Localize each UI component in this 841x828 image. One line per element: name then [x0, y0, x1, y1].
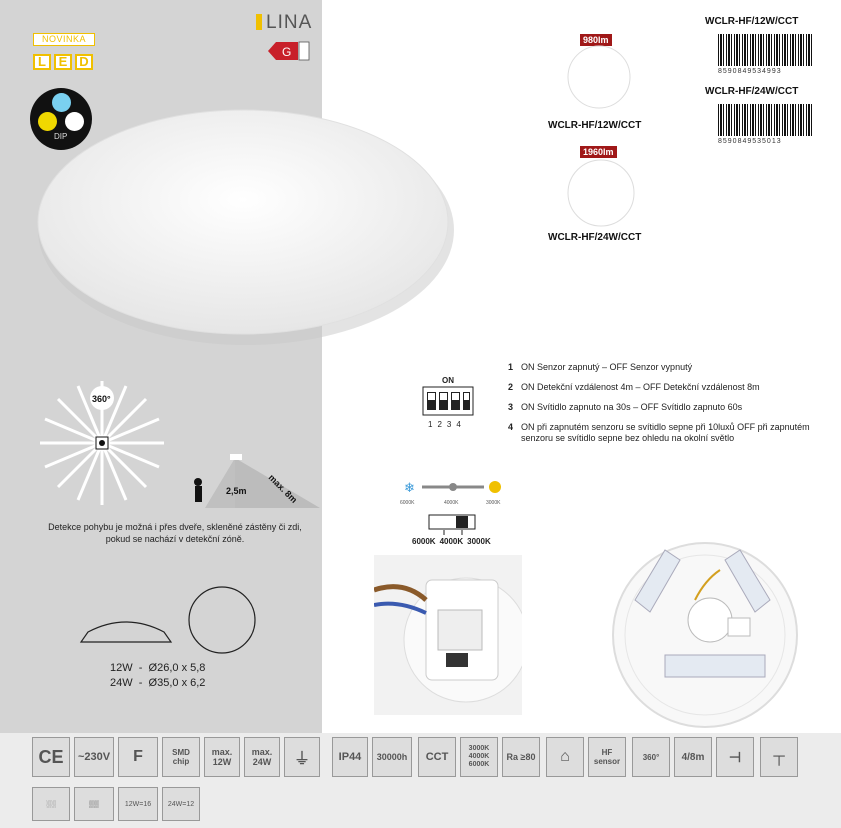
- list-item: 1 ON Senzor zapnutý – OFF Senzor vypnutý: [508, 362, 693, 372]
- dip-number: 2: [437, 420, 442, 429]
- dip-number: 4: [456, 420, 461, 429]
- dip-numbers: [428, 420, 461, 429]
- cct-scale: [400, 478, 510, 508]
- side-profile-drawing: [76, 612, 176, 652]
- dip-number: 1: [428, 420, 433, 429]
- hf-sensor-icon: HF sensor: [588, 737, 626, 777]
- product-thumb: [566, 44, 632, 110]
- barcode: [718, 34, 813, 66]
- svg-text:3000K: 3000K: [486, 500, 501, 506]
- package-12w-icon: 12W=16: [118, 787, 158, 821]
- fireproof-surface-icon: ░░: [32, 787, 70, 821]
- product-model: WCLR-HF/24W/CCT: [548, 232, 642, 243]
- sensor-range: max. 8m: [266, 472, 300, 505]
- svg-text:6000K: 6000K: [400, 500, 415, 506]
- led-letter: E: [54, 54, 72, 70]
- dip-on-label: ON: [442, 376, 454, 385]
- led-module-photo: [595, 540, 815, 730]
- product-thumb: [566, 158, 636, 228]
- brand-name: LINA: [266, 12, 313, 33]
- dimension-dash: -: [138, 662, 143, 674]
- dimension-row: [110, 677, 205, 689]
- barcode: [718, 104, 813, 136]
- cct-switch-icon: [428, 514, 478, 536]
- main-lamp-image: [28, 100, 458, 360]
- dimension-power: 12W: [110, 662, 133, 674]
- sensor-note: Detekce pohybu je možná i přes dveře, skleněné zástěny či zdi, pokud se nachází v detekční zóně.: [48, 522, 302, 544]
- detection-angle-icon: 360°: [632, 737, 670, 777]
- sensor-diagram: [30, 378, 320, 518]
- package-24w-icon: 24W=12: [162, 787, 200, 821]
- barcode-model: WCLR-HF/12W/CCT: [705, 16, 799, 27]
- cct-label: 3000K: [467, 537, 491, 546]
- ra-icon: Ra ≥80: [502, 737, 540, 777]
- f-mark-icon: F: [118, 737, 158, 777]
- max-24w-icon: max. 24W: [244, 737, 280, 777]
- barcode-number: 8590849535013: [718, 138, 782, 145]
- dimension-power: 24W: [110, 677, 133, 689]
- cct-label: 6000K: [412, 537, 436, 546]
- ground-icon: ⏚: [284, 737, 320, 777]
- sensor-module-photo: [374, 555, 522, 715]
- led-letter: D: [75, 54, 93, 70]
- dip-number: 3: [446, 420, 452, 429]
- cct-label: 4000K: [439, 537, 464, 546]
- novinka-badge: NOVINKA: [33, 33, 95, 46]
- sensor-angle: 360°: [92, 394, 111, 404]
- voltage-icon: ~230V: [74, 737, 114, 777]
- max-12w-icon: max. 12W: [204, 737, 240, 777]
- surface-icon: ▒▒: [74, 787, 114, 821]
- switch-settings-list: [508, 362, 828, 453]
- cct-icon: CCT: [418, 737, 456, 777]
- lumens-badge: 1960lm: [580, 146, 617, 158]
- ceiling-mount-icon: ┬: [760, 737, 798, 777]
- led-letter: L: [33, 54, 51, 70]
- brand-bar: [256, 14, 262, 30]
- barcode-model: WCLR-HF/24W/CCT: [705, 86, 799, 97]
- product-model: WCLR-HF/12W/CCT: [548, 120, 642, 131]
- sensor-height: 2,5m: [226, 486, 247, 496]
- list-item: 2 ON Detekční vzdálenost 4m – OFF Detekční vzdálenost 8m: [508, 382, 760, 392]
- led-logo: [33, 54, 93, 70]
- barcode-number: 8590849534993: [718, 68, 782, 75]
- indoor-use-icon: ⌂: [546, 737, 584, 777]
- dimension-size: Ø26,0 x 5,8: [148, 662, 206, 674]
- list-item: 4 ON při zapnutém senzoru se svítidlo sepne při 10luxů OFF při zapnutém senzoru se svítidlo sepne bez ohledu na okolní světlo: [508, 422, 810, 443]
- dip-switch-icon: [422, 386, 474, 416]
- energy-class: G: [282, 45, 292, 59]
- energy-label-icon: [268, 40, 310, 62]
- dimension-row: [110, 662, 205, 674]
- wall-mount-icon: ⊣: [716, 737, 754, 777]
- lumens-badge: 980lm: [580, 34, 612, 46]
- top-view-drawing: [186, 584, 258, 656]
- dip-label: DIP: [54, 132, 68, 141]
- svg-text:4000K: 4000K: [444, 500, 459, 506]
- color-temps-icon: 3000K 4000K 6000K: [460, 737, 498, 777]
- smd-chip-icon: SMD chip: [162, 737, 200, 777]
- list-item: 3 ON Svítidlo zapnuto na 30s – OFF Svítidlo zapnuto 60s: [508, 402, 743, 412]
- ip44-icon: IP44: [332, 737, 368, 777]
- svg-text:❄: ❄: [404, 480, 415, 495]
- cct-labels: [412, 537, 491, 546]
- detection-range-icon: 4/8m: [674, 737, 712, 777]
- lifetime-icon: 30000h: [372, 737, 412, 777]
- ce-icon: CE: [32, 737, 70, 777]
- dimension-size: Ø35,0 x 6,2: [148, 677, 206, 689]
- dimension-dash: -: [138, 677, 143, 689]
